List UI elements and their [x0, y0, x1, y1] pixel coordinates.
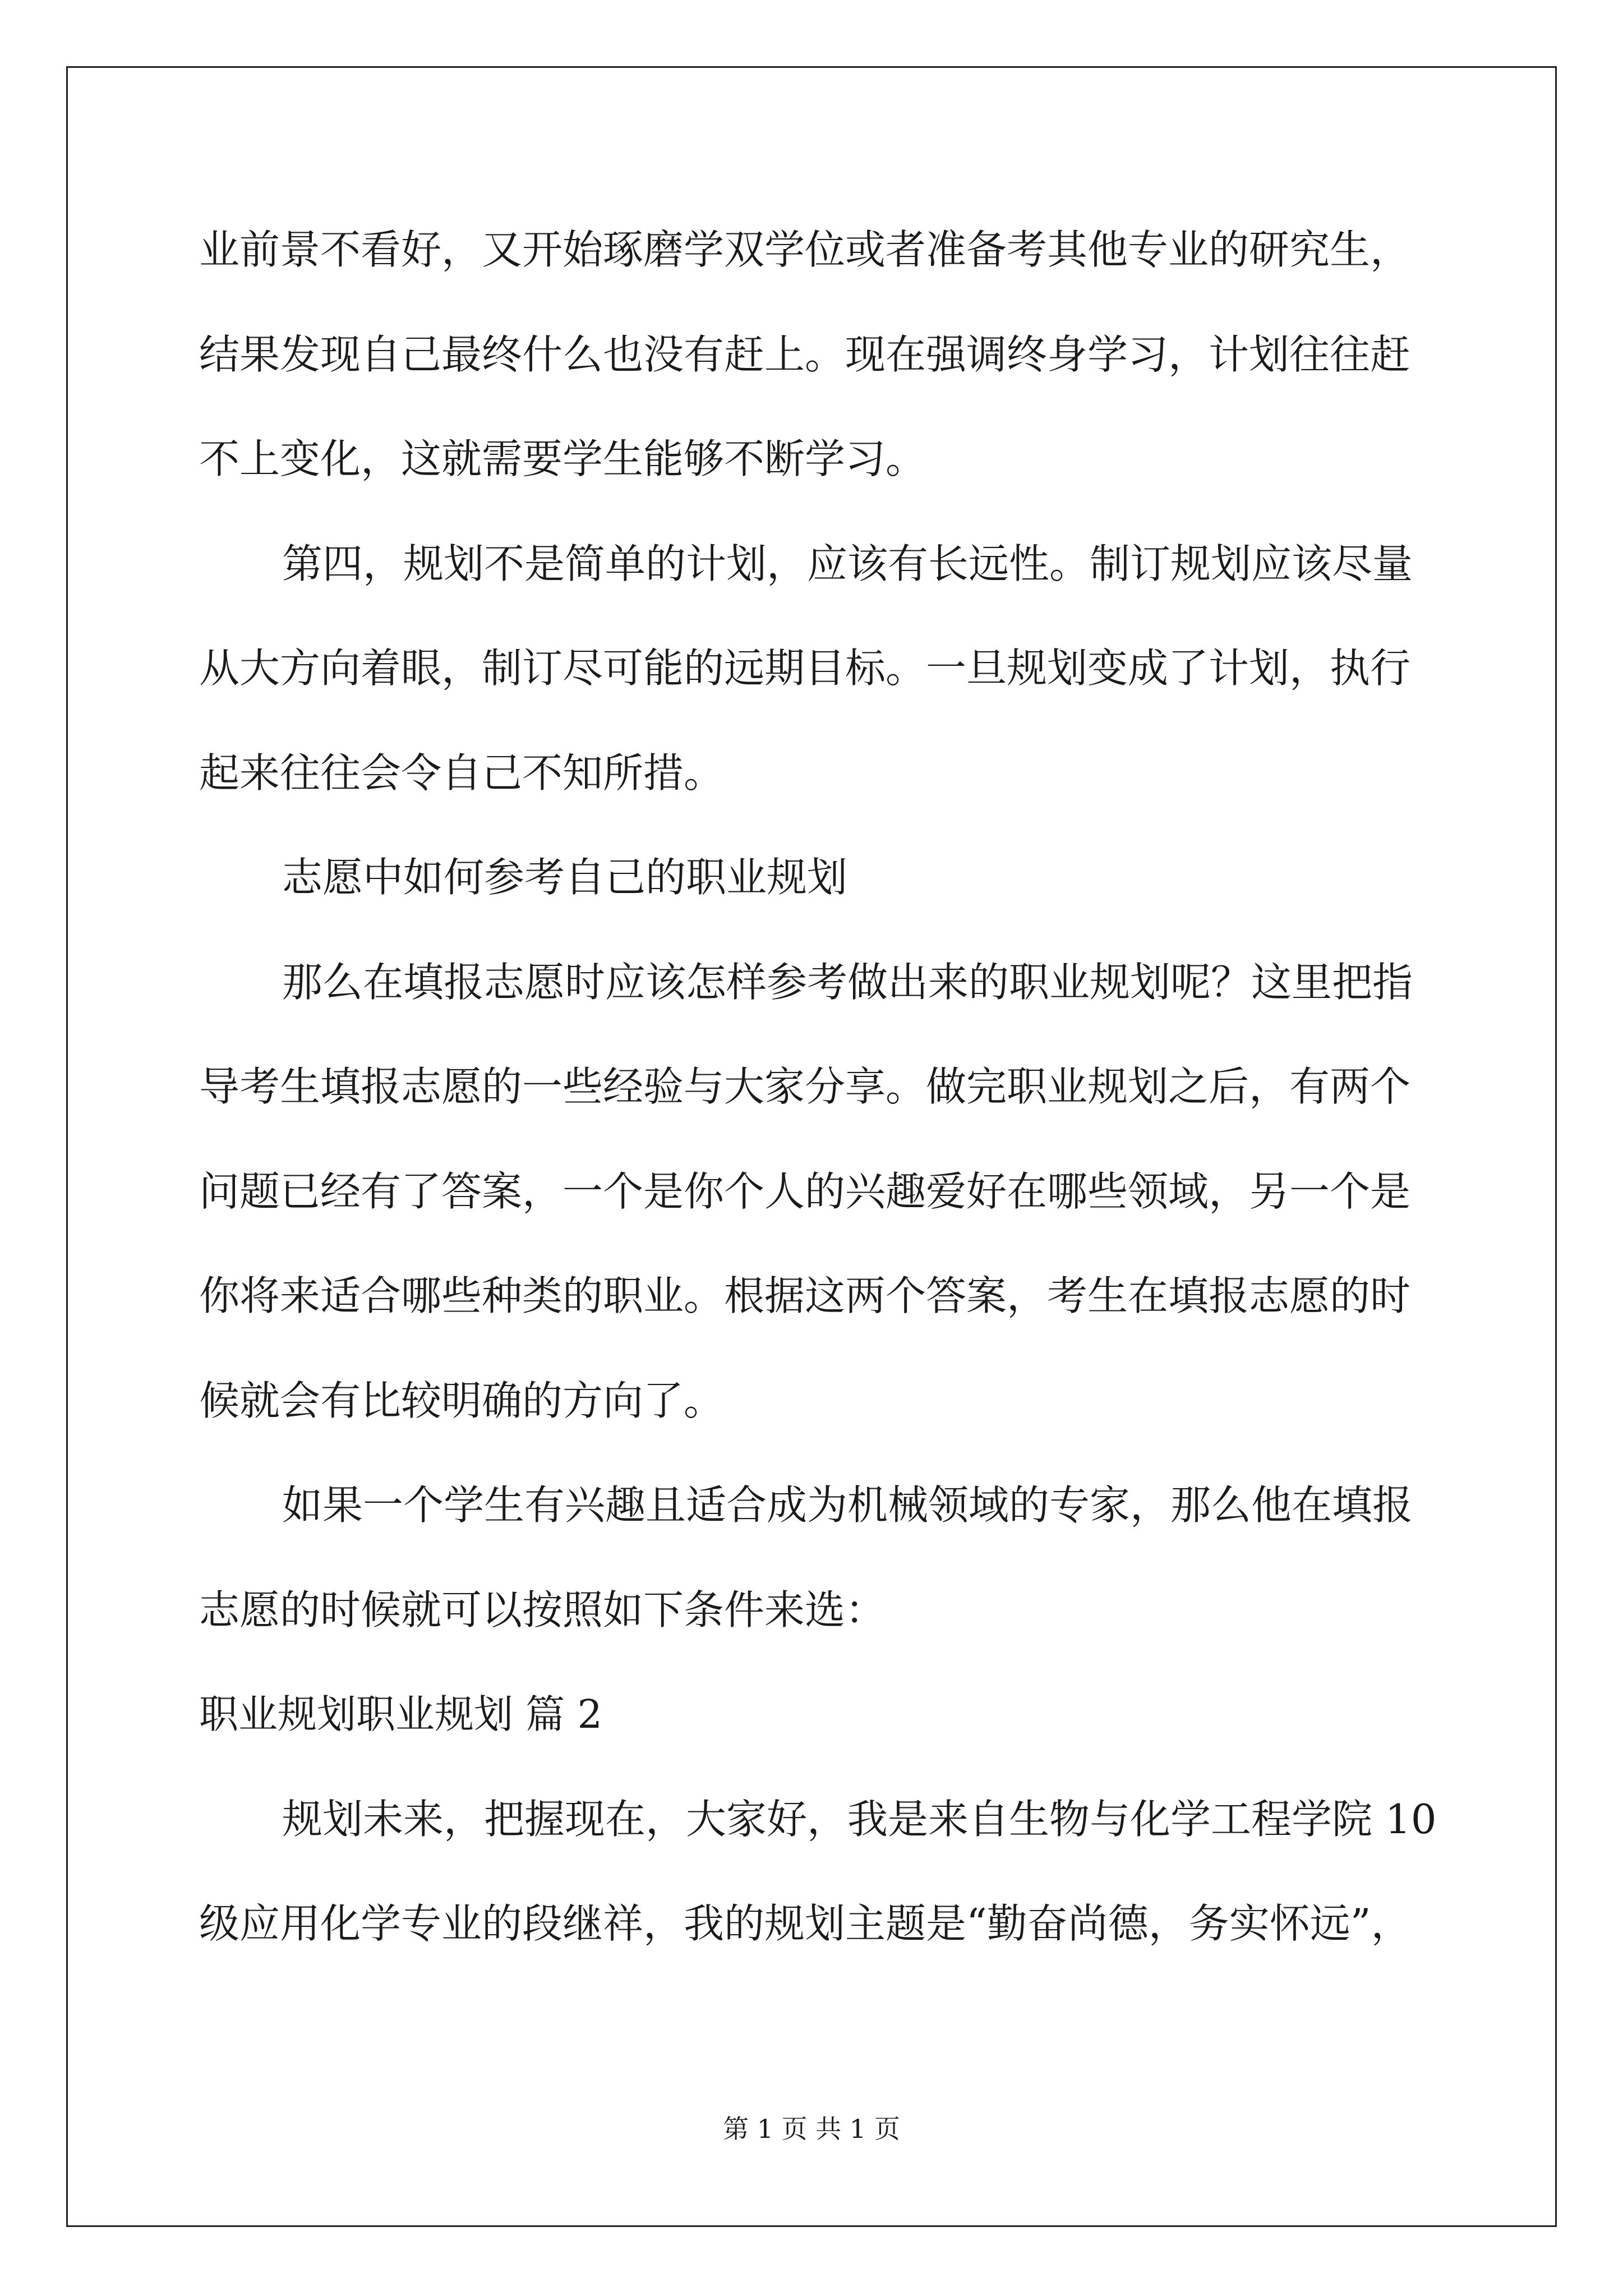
section-title: 职业规划职业规划 篇 2 [199, 1691, 603, 1737]
text-line: 那么在填报志愿时应该怎样参考做出来的职业规划呢？这里把指 [282, 958, 1413, 1006]
text-line: 业前景不看好，又开始琢磨学双学位或者准备考其他专业的研究生， [199, 226, 1411, 273]
text-line: 规划未来，把握现在，大家好，我是来自生物与化学工程学院 10 [282, 1795, 1437, 1843]
text-line: 从大方向着眼，制订尽可能的远期目标。一旦规划变成了计划，执行 [199, 645, 1411, 692]
text-line: 导考生填报志愿的一些经验与大家分享。做完职业规划之后，有两个 [199, 1063, 1411, 1110]
text-line: 如果一个学生有兴趣且适合成为机械领域的专家，那么他在填报 [282, 1481, 1413, 1529]
text-line: 你将来适合哪些种类的职业。根据这两个答案，考生在填报志愿的时 [199, 1272, 1411, 1319]
text-line: 级应用化学专业的段继祥，我的规划主题是“勤奋尚德，务实怀远”， [199, 1900, 1412, 1947]
page-footer: 第 1 页 共 1 页 [723, 2114, 900, 2144]
text-line: 结果发现自己最终什么也没有赶上。现在强调终身学习，计划往往赶 [199, 330, 1411, 378]
text-line: 第四，规划不是简单的计划，应该有长远性。制订规划应该尽量 [282, 540, 1413, 587]
text-line: 不上变化，这就需要学生能够不断学习。 [199, 435, 926, 482]
section-heading: 志愿中如何参考自己的职业规划 [282, 854, 848, 901]
text-line: 起来往往会令自己不知所措。 [199, 749, 725, 797]
text-line: 问题已经有了答案，一个是你个人的兴趣爱好在哪些领域，另一个是 [199, 1167, 1411, 1215]
document-body [199, 197, 1436, 1976]
text-line: 候就会有比较明确的方向了。 [199, 1377, 725, 1424]
text-line: 志愿的时候就可以按照如下条件来选： [199, 1586, 886, 1634]
